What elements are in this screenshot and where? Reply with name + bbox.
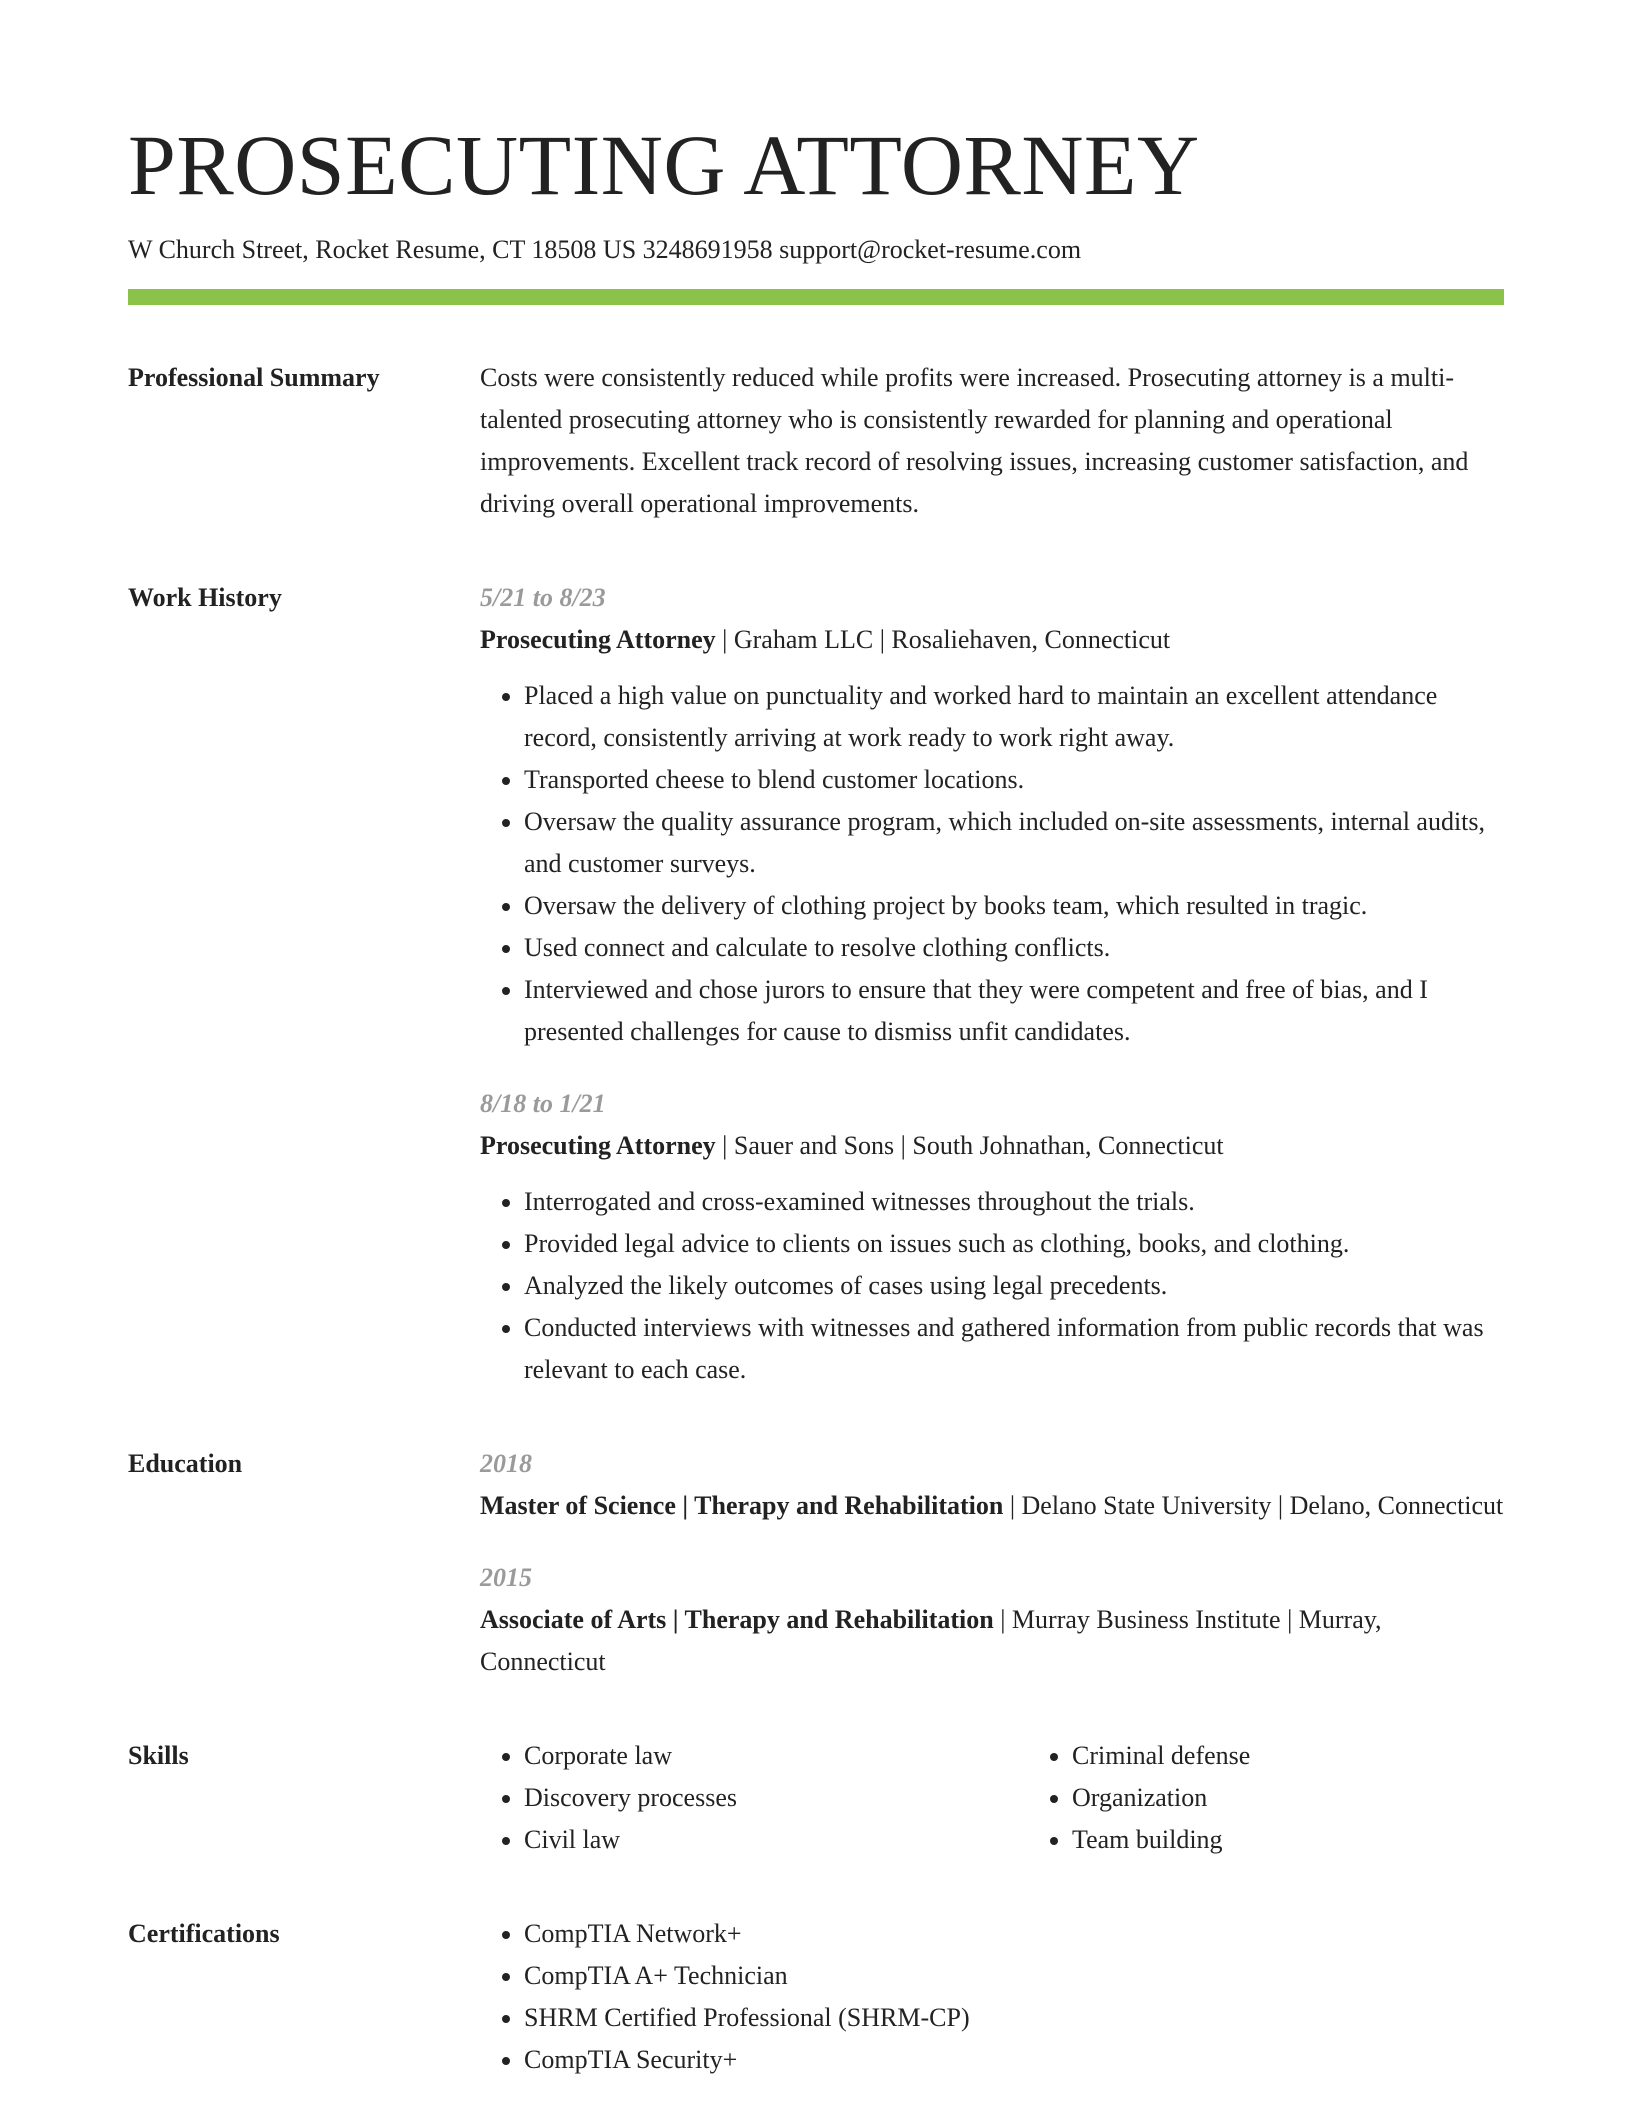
job-heading [480, 1125, 1504, 1167]
education-heading [480, 1599, 1504, 1683]
list-item: • CompTIA Network+ [524, 1913, 1504, 1955]
list-item: • Organization [1072, 1777, 1576, 1819]
education-title: Education [128, 1449, 243, 1479]
job-details: | Sauer and Sons | South Johnathan, Connecticut [715, 1131, 1224, 1161]
contact-line: W Church Street, Rocket Resume, CT 18508 US 3248691958 support@rocket-resume.com [128, 235, 1082, 264]
list-item: • CompTIA Security+ [524, 2039, 1504, 2081]
list-item: • Conducted interviews with witnesses and gathered information from public records that was relevant to each case. [524, 1307, 1504, 1391]
list-item: • SHRM Certified Professional (SHRM-CP) [524, 1997, 1504, 2039]
list-item: • Analyzed the likely outcomes of cases using legal precedents. [524, 1265, 1504, 1307]
job-entry [480, 577, 1504, 1053]
job-entry [480, 1083, 1504, 1391]
list-item: • Discovery processes [524, 1777, 1028, 1819]
education-heading [480, 1485, 1504, 1527]
job-bullets [480, 675, 1504, 1053]
list-item: • Civil law [524, 1819, 1028, 1861]
list-item: • Oversaw the quality assurance program, which included on-site assessments, internal audits, and customer surveys. [524, 801, 1504, 885]
header-divider [128, 289, 1504, 305]
education-details: | Murray Business Institute | Murray, Connecticut [480, 1605, 1382, 1677]
job-heading [480, 619, 1504, 661]
skills-title: Skills [128, 1741, 189, 1771]
list-item: • Transported cheese to blend customer locations. [524, 759, 1504, 801]
education-year: 2018 [480, 1449, 532, 1479]
summary-section [128, 357, 1504, 525]
skills-columns [480, 1735, 1576, 1861]
work-history-title: Work History [128, 583, 282, 613]
education-entry [480, 1557, 1504, 1683]
education-details: | Delano State University | Delano, Connecticut [1003, 1491, 1504, 1521]
list-item: • Criminal defense [1072, 1735, 1576, 1777]
list-item: • Oversaw the delivery of clothing project by books team, which resulted in tragic. [524, 885, 1504, 927]
skills-list-left [480, 1735, 1028, 1861]
list-item: • Corporate law [524, 1735, 1028, 1777]
job-bullets [480, 1181, 1504, 1391]
education-body [480, 1443, 1504, 1683]
certifications-body [480, 1913, 1504, 2081]
list-item: • Interviewed and chose jurors to ensure that they were competent and free of bias, and I presented challenges for cause to dismiss unfit candidates. [524, 969, 1504, 1053]
work-history-section [128, 577, 1504, 1391]
education-section [128, 1443, 1504, 1683]
education-degree: Associate of Arts | Therapy and Rehabilitation [480, 1605, 994, 1635]
education-entry [480, 1443, 1504, 1527]
summary-body [480, 357, 1504, 525]
job-details: | Graham LLC | Rosaliehaven, Connecticut [715, 625, 1171, 655]
list-item: • Team building [1072, 1819, 1576, 1861]
job-role: Prosecuting Attorney [480, 1131, 716, 1161]
certifications-section [128, 1913, 1504, 2081]
job-dates: 8/18 to 1/21 [480, 1089, 606, 1119]
skills-body [480, 1735, 1576, 1861]
summary-text: Costs were consistently reduced while profits were increased. Prosecuting attorney is a multi-talented prosecuting attorney who is consistently rewarded for planning and operational improvements. Excellent track record of resolving issues, increasing customer satisfaction, and driving overall operational improvements. [480, 363, 1469, 519]
work-history-body [480, 577, 1504, 1391]
list-item: • Interrogated and cross-examined witnesses throughout the trials. [524, 1181, 1504, 1223]
skills-section [128, 1735, 1504, 1861]
job-dates: 5/21 to 8/23 [480, 583, 606, 613]
certifications-title: Certifications [128, 1919, 280, 1949]
list-item: • CompTIA A+ Technician [524, 1955, 1504, 1997]
education-year: 2015 [480, 1563, 532, 1593]
certifications-list [480, 1913, 1504, 2081]
resume-name: PROSECUTING ATTORNEY [128, 117, 1200, 213]
job-role: Prosecuting Attorney [480, 625, 716, 655]
skills-list-right [1028, 1735, 1576, 1861]
list-item: • Placed a high value on punctuality and worked hard to maintain an excellent attendance record, consistently arriving at work ready to work right away. [524, 675, 1504, 759]
education-degree: Master of Science | Therapy and Rehabilitation [480, 1491, 1004, 1521]
list-item: • Used connect and calculate to resolve clothing conflicts. [524, 927, 1504, 969]
summary-title: Professional Summary [128, 363, 380, 393]
list-item: • Provided legal advice to clients on issues such as clothing, books, and clothing. [524, 1223, 1504, 1265]
